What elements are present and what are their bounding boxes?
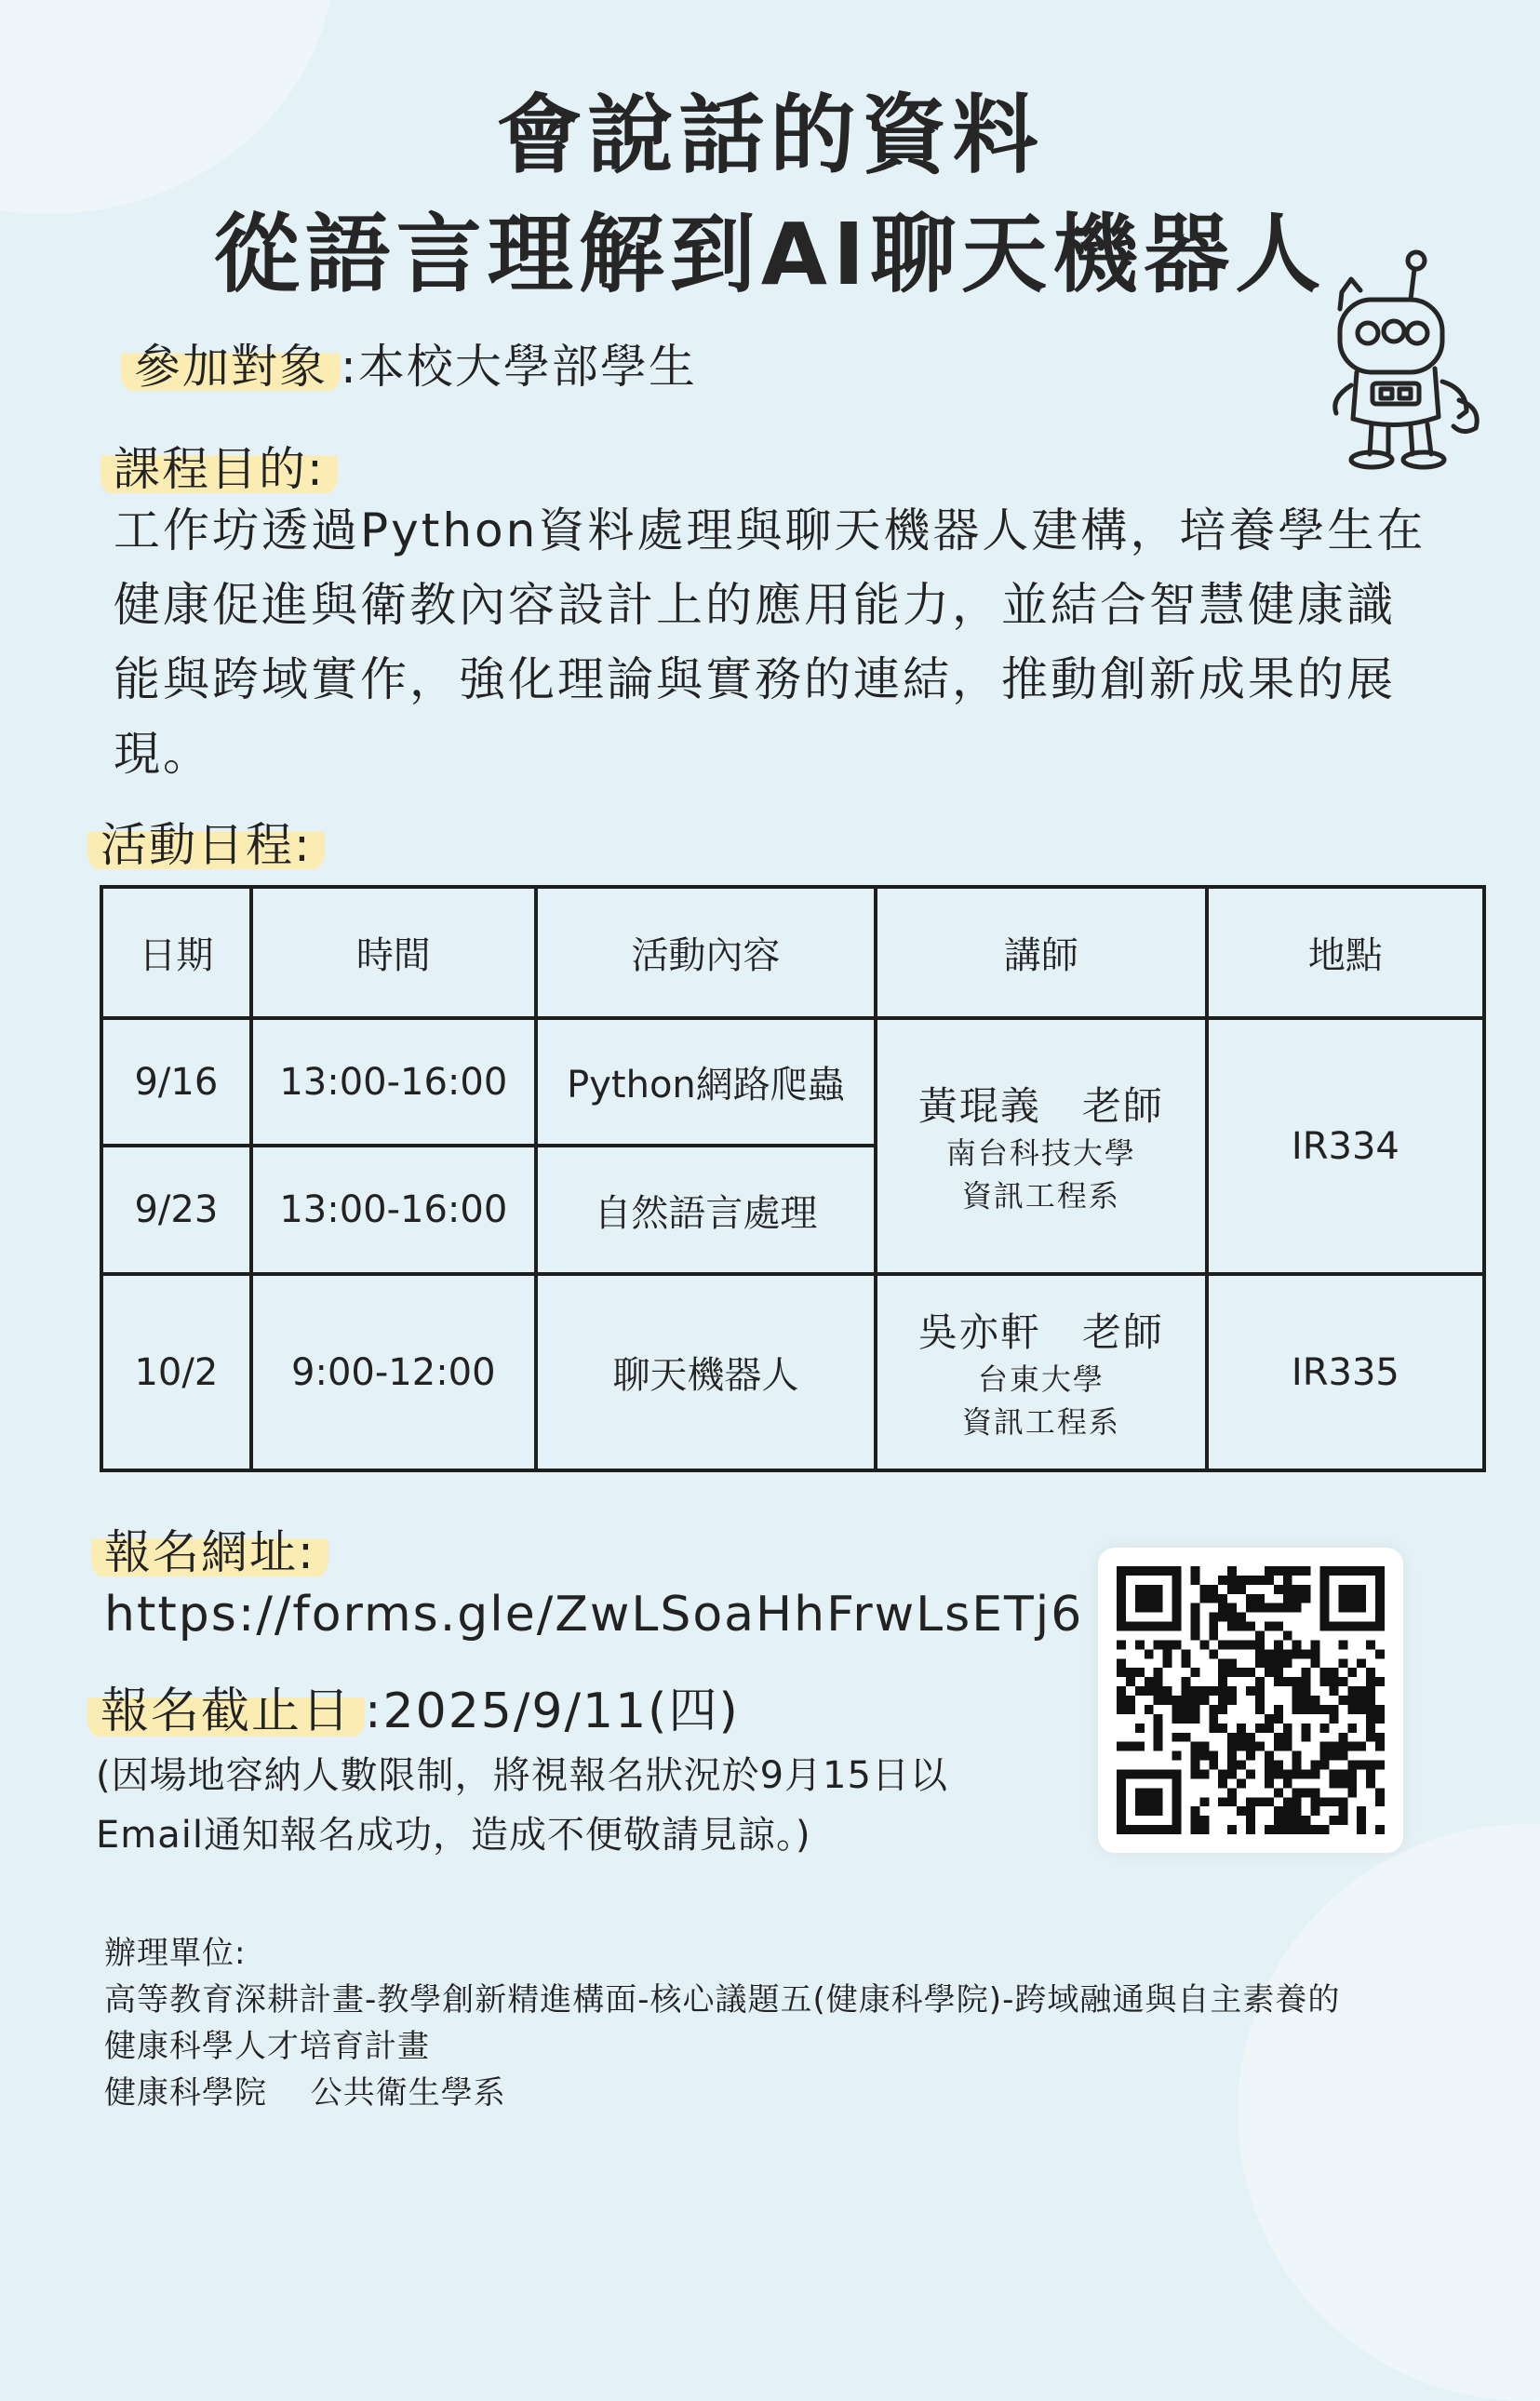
- objective-line: 能與跨域實作，強化理論與實務的連結，推動創新成果的展: [114, 652, 1396, 706]
- cell-date: 10/2: [101, 1274, 251, 1470]
- lecturer-school: 台東大學: [977, 1361, 1105, 1397]
- organizer-block: [104, 1930, 1340, 2116]
- schedule-label: 活動日程:: [87, 818, 325, 872]
- lecturer-name: 吳亦軒 老師: [917, 1308, 1164, 1355]
- target-value: 本校大學部學生: [357, 340, 697, 394]
- schedule-heading: [87, 808, 325, 875]
- robot-icon: [1303, 244, 1507, 476]
- schedule-table: [100, 885, 1486, 1472]
- table-row: [101, 1274, 1484, 1470]
- registration-label: 報名網址:: [91, 1525, 328, 1579]
- note-line: Email通知報名成功，造成不便敬請見諒。): [96, 1814, 811, 1857]
- qr-code-card: [1098, 1548, 1403, 1853]
- table-header-row: [101, 887, 1484, 1018]
- header-time: 時間: [251, 887, 536, 1018]
- cell-content: 聊天機器人: [536, 1274, 876, 1470]
- objective-line: 工作坊透過Python資料處理與聊天機器人建構，培養學生在: [114, 503, 1426, 557]
- page-title-line1: 會說話的資料: [496, 86, 1044, 185]
- organizer-line: 健康科學人才培育計畫: [104, 2028, 430, 2065]
- registration-heading: [91, 1515, 328, 1582]
- organizer-label: 辦理單位:: [104, 1935, 247, 1972]
- target-line: [121, 329, 697, 396]
- cell-date: 9/16: [101, 1018, 251, 1146]
- target-label: 參加對象: [121, 340, 341, 394]
- registration-note: [96, 1746, 989, 1865]
- cell-content: 自然語言處理: [536, 1146, 876, 1274]
- qr-code-icon[interactable]: [1117, 1566, 1385, 1834]
- lecturer-name: 黃琨義 老師: [917, 1082, 1164, 1129]
- table-row: [101, 1018, 1484, 1146]
- objective-line: 現。: [114, 727, 212, 781]
- cell-content: Python網路爬蟲: [536, 1018, 876, 1146]
- objective-heading: [100, 432, 338, 499]
- objective-paragraph: [114, 493, 1491, 791]
- header-content: 活動內容: [536, 887, 876, 1018]
- lecturer-dept: 資訊工程系: [961, 1177, 1120, 1214]
- cell-date: 9/23: [101, 1146, 251, 1274]
- objective-label: 課程目的:: [100, 442, 338, 496]
- cell-location: IR335: [1207, 1274, 1484, 1470]
- deadline-line: [87, 1671, 740, 1741]
- lecturer-dept: 資訊工程系: [961, 1403, 1120, 1440]
- cell-time: 9:00-12:00: [251, 1274, 536, 1470]
- registration-url-link[interactable]: https://forms.gle/ZwLSoaHhFrwLsETj6: [104, 1587, 1084, 1643]
- lecturer-school: 南台科技大學: [945, 1134, 1136, 1171]
- header-date: 日期: [101, 887, 251, 1018]
- cell-location: IR334: [1207, 1018, 1484, 1274]
- header-location: 地點: [1207, 887, 1484, 1018]
- organizer-line: 健康科學院 公共衛生學系: [104, 2074, 506, 2112]
- cell-time: 13:00-16:00: [251, 1146, 536, 1274]
- cell-lecturer: [876, 1018, 1207, 1274]
- organizer-line: 高等教育深耕計畫-教學創新精進構面-核心議題五(健康科學院)-跨域融通與自主素養的: [104, 1981, 1341, 2019]
- note-line: (因場地容納人數限制，將視報名狀況於9月15日以: [96, 1754, 948, 1797]
- header-lecturer: 講師: [876, 887, 1207, 1018]
- deadline-value: :2025/9/11(四): [365, 1683, 740, 1739]
- objective-line: 健康促進與衛教內容設計上的應用能力，並結合智慧健康識: [114, 578, 1396, 632]
- page-title-line2: 從語言理解到AI聊天機器人: [213, 205, 1327, 304]
- deadline-label: 報名截止日: [87, 1683, 365, 1739]
- target-separator: :: [341, 340, 358, 394]
- cell-time: 13:00-16:00: [251, 1018, 536, 1146]
- cell-lecturer: [876, 1274, 1207, 1470]
